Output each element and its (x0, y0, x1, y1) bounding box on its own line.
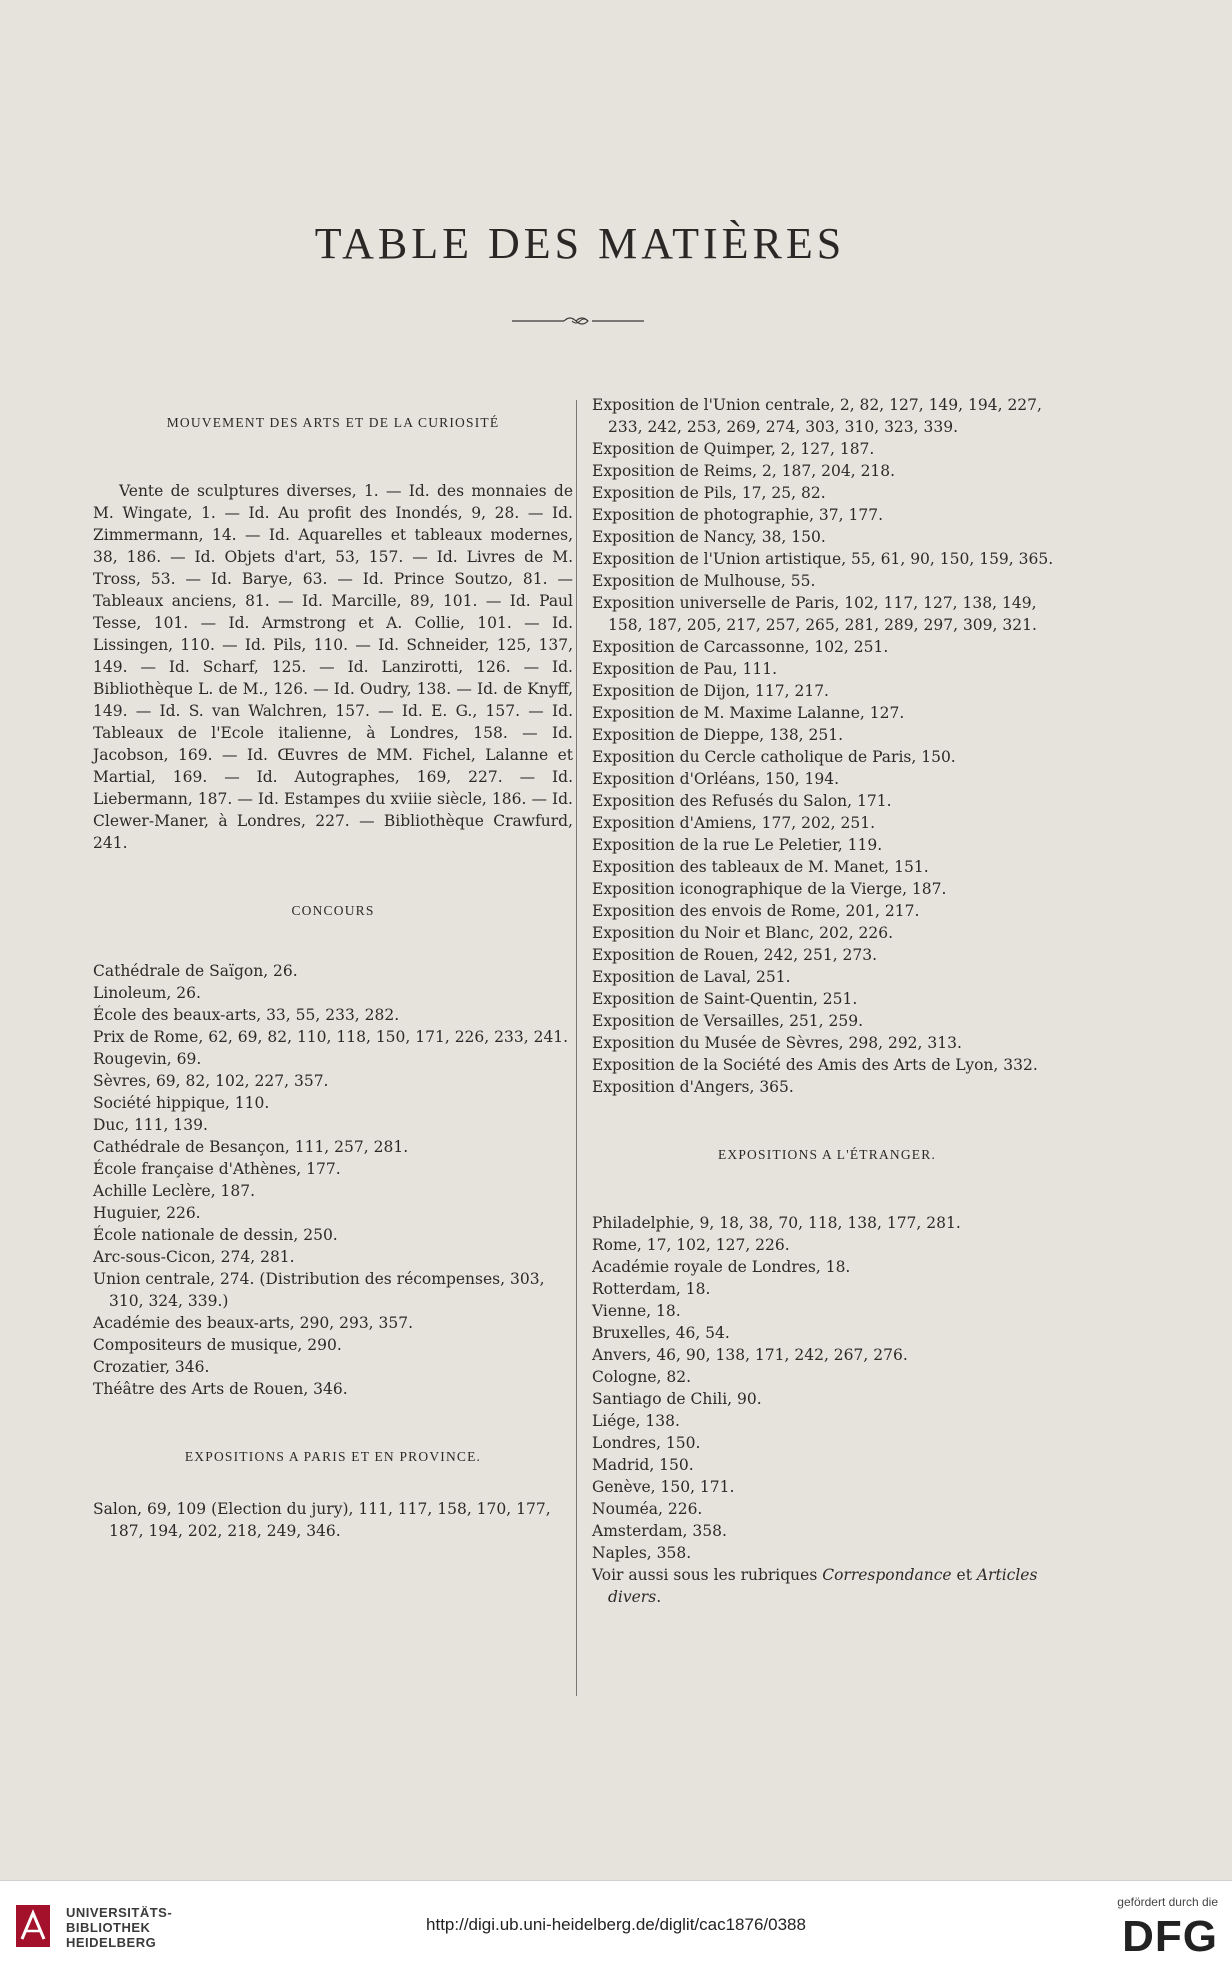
etranger-entry: Bruxelles, 46, 54. (592, 1324, 730, 1342)
page-title: TABLE DES MATIÈRES (314, 219, 846, 268)
exposition-entry: Exposition du Cercle catholique de Paris, 150. (592, 748, 956, 766)
concours-entry: Duc, 111, 139. (93, 1116, 208, 1134)
etranger-entry: Rome, 17, 102, 127, 226. (592, 1236, 790, 1254)
etranger-entry: Anvers, 46, 90, 138, 171, 242, 267, 276. (592, 1346, 908, 1364)
exposition-entry: Exposition de la rue Le Peletier, 119. (592, 836, 883, 854)
concours-entry: Sèvres, 69, 82, 102, 227, 357. (93, 1072, 329, 1090)
concours-entry: Achille Leclère, 187. (93, 1182, 256, 1200)
see-also-entry: Voir aussi sous les rubriques Correspondance et Articles divers. (592, 1566, 1038, 1606)
exposition-entry: Exposition des envois de Rome, 201, 217. (592, 902, 920, 920)
concours-entry: Société hippique, 110. (93, 1094, 270, 1112)
etranger-entry: Liége, 138. (592, 1412, 680, 1430)
exposition-entry: Exposition universelle de Paris, 102, 117, 127, 138, 149, 158, 187, 205, 217, 257, 265, 281, 289, 297, 309, 321. (592, 594, 1037, 634)
concours-entry: Rougevin, 69. (93, 1050, 202, 1068)
etranger-entry: Académie royale de Londres, 18. (592, 1258, 851, 1276)
concours-entry: École des beaux-arts, 33, 55, 233, 282. (93, 1006, 400, 1024)
dfg-logo[interactable]: DFG (1122, 1912, 1218, 1961)
footer-bar (0, 1880, 1232, 1974)
exposition-entry: Exposition de Laval, 251. (592, 968, 791, 986)
exposition-entry: Exposition de Mulhouse, 55. (592, 572, 816, 590)
section-heading-concours: CONCOURS (291, 903, 375, 918)
concours-list (93, 960, 573, 1400)
exposition-entry: Exposition du Noir et Blanc, 202, 226. (592, 924, 894, 942)
concours-entry: Cathédrale de Saïgon, 26. (93, 962, 298, 980)
exposition-entry: Exposition du Musée de Sèvres, 298, 292, 313. (592, 1034, 962, 1052)
etranger-entry: Naples, 358. (592, 1544, 692, 1562)
exposition-entry: Exposition de M. Maxime Lalanne, 127. (592, 704, 905, 722)
see-also-articles: Articles divers (608, 1566, 1038, 1606)
concours-entry: Union centrale, 274. (Distribution des récompenses, 303, 310, 324, 339.) (93, 1270, 545, 1310)
exposition-entry: Exposition de photographie, 37, 177. (592, 506, 884, 524)
ornament-divider (512, 314, 644, 328)
exposition-entry: Exposition d'Amiens, 177, 202, 251. (592, 814, 876, 832)
section-heading-mouvement: MOUVEMENT DES ARTS ET DE LA CURIOSITÉ (166, 415, 500, 430)
etranger-entry: Genève, 150, 171. (592, 1478, 735, 1496)
section-heading-expositions-paris: EXPOSITIONS A PARIS ET EN PROVINCE. (184, 1449, 482, 1464)
concours-entry: École française d'Athènes, 177. (93, 1160, 341, 1178)
see-also-correspondance: Correspondance (822, 1566, 952, 1584)
etranger-entry: Amsterdam, 358. (592, 1522, 727, 1540)
exposition-entry: Exposition de Versailles, 251, 259. (592, 1012, 864, 1030)
concours-entry: Prix de Rome, 62, 69, 82, 110, 118, 150, 171, 226, 233, 241. (93, 1028, 569, 1046)
etranger-entry: Santiago de Chili, 90. (592, 1390, 762, 1408)
etranger-entry: Philadelphie, 9, 18, 38, 70, 118, 138, 177, 281. (592, 1214, 961, 1232)
exposition-entry: Exposition de Carcassonne, 102, 251. (592, 638, 889, 656)
etranger-entry: Vienne, 18. (592, 1302, 681, 1320)
exposition-entry: Exposition des Refusés du Salon, 171. (592, 792, 892, 810)
exposition-entry: Exposition de Dijon, 117, 217. (592, 682, 829, 700)
exposition-entry: Exposition de la Société des Amis des Arts de Lyon, 332. (592, 1056, 1038, 1074)
concours-entry: Théâtre des Arts de Rouen, 346. (93, 1380, 348, 1398)
concours-entry: Compositeurs de musique, 290. (93, 1336, 342, 1354)
right-column (592, 394, 1062, 1608)
exposition-entry: Exposition de l'Union centrale, 2, 82, 127, 149, 194, 227, 233, 242, 253, 269, 274, 303, 310, 323, 339. (592, 396, 1042, 436)
exposition-entry: Exposition de Pau, 111. (592, 660, 777, 678)
salon-list (93, 1498, 573, 1542)
exposition-entry: Exposition d'Orléans, 150, 194. (592, 770, 840, 788)
expositions-list (592, 394, 1062, 1098)
concours-entry: Huguier, 226. (93, 1204, 201, 1222)
exposition-entry: Exposition de Dieppe, 138, 251. (592, 726, 844, 744)
concours-entry: Arc-sous-Cicon, 274, 281. (93, 1248, 295, 1266)
etranger-list (592, 1212, 1062, 1564)
etranger-entry: Cologne, 82. (592, 1368, 692, 1386)
permalink-url[interactable]: http://digi.ub.uni-heidelberg.de/diglit/cac1876/0388 (426, 1915, 806, 1934)
concours-entry: Crozatier, 346. (93, 1358, 210, 1376)
exposition-entry: Exposition de Nancy, 38, 150. (592, 528, 826, 546)
left-column (93, 412, 573, 1542)
etranger-entry: Londres, 150. (592, 1434, 701, 1452)
etranger-entry: Madrid, 150. (592, 1456, 694, 1474)
dfg-caption: gefördert durch die (1117, 1895, 1218, 1909)
etranger-entry: Nouméa, 226. (592, 1500, 703, 1518)
exposition-entry: Exposition iconographique de la Vierge, 187. (592, 880, 947, 898)
exposition-entry: Exposition de Pils, 17, 25, 82. (592, 484, 826, 502)
concours-entry: École nationale de dessin, 250. (93, 1226, 338, 1244)
exposition-entry: Exposition des tableaux de M. Manet, 151. (592, 858, 929, 876)
column-divider (576, 400, 577, 1696)
exposition-entry: Exposition de Quimper, 2, 127, 187. (592, 440, 875, 458)
mouvement-paragraph: Vente de sculptures diverses, 1. — Id. des monnaies de M. Wingate, 1. — Id. Au profit des Inondés, 9, 28. — Id. Zimmermann, 14. — Id. Aquarelles et tableaux modernes, 38, 186. — Id. Objets d'art, 53, 157. — Id. Livres de M. Tross, 53. — Id. Barye, 63. — Id. Prince Soutzo, 81. — Tableaux anciens, 81. — Id. Marcille, 89, 101. — Id. Paul Tesse, 101. — Id. Armstrong et A. Collie, 101. — Id. Lissingen, 110. — Id. Pils, 110. — Id. Schneider, 125, 137, 149. — Id. Scharf, 125. — Id. Lanzirotti, 126. — Id. Bibliothèque L. de M., 126. — Id. Oudry, 138. — Id. de Knyff, 149. — Id. S. van Walchren, 157. — Id. E. G., 157. — Id. Tableaux de l'Ecole italienne, à Londres, 158. — Id. Jacobson, 169. — Id. Œuvres de MM. Fichel, Lalanne et Martial, 169. — Id. Autographes, 169, 227. — Id. Liebermann, 187. — Id. Estampes du xviiie siècle, 186. — Id. Clewer-Maner, à Londres, 227. — Bibliothèque Crawfurd, 241. (93, 482, 573, 852)
exposition-entry: Exposition d'Angers, 365. (592, 1078, 794, 1096)
university-library-name[interactable]: UNIVERSITÄTS- BIBLIOTHEK HEIDELBERG (66, 1905, 173, 1950)
etranger-entry: Rotterdam, 18. (592, 1280, 711, 1298)
concours-entry: Académie des beaux-arts, 290, 293, 357. (93, 1314, 414, 1332)
salon-entry: Salon, 69, 109 (Election du jury), 111, 117, 158, 170, 177, 187, 194, 202, 218, 249, 346. (93, 1500, 551, 1540)
concours-entry: Cathédrale de Besançon, 111, 257, 281. (93, 1138, 409, 1156)
exposition-entry: Exposition de Reims, 2, 187, 204, 218. (592, 462, 896, 480)
exposition-entry: Exposition de Saint-Quentin, 251. (592, 990, 858, 1008)
exposition-entry: Exposition de Rouen, 242, 251, 273. (592, 946, 878, 964)
exposition-entry: Exposition de l'Union artistique, 55, 61, 90, 150, 159, 365. (592, 550, 1054, 568)
concours-entry: Linoleum, 26. (93, 984, 201, 1002)
section-heading-etranger: EXPOSITIONS A L'ÉTRANGER. (717, 1147, 937, 1162)
